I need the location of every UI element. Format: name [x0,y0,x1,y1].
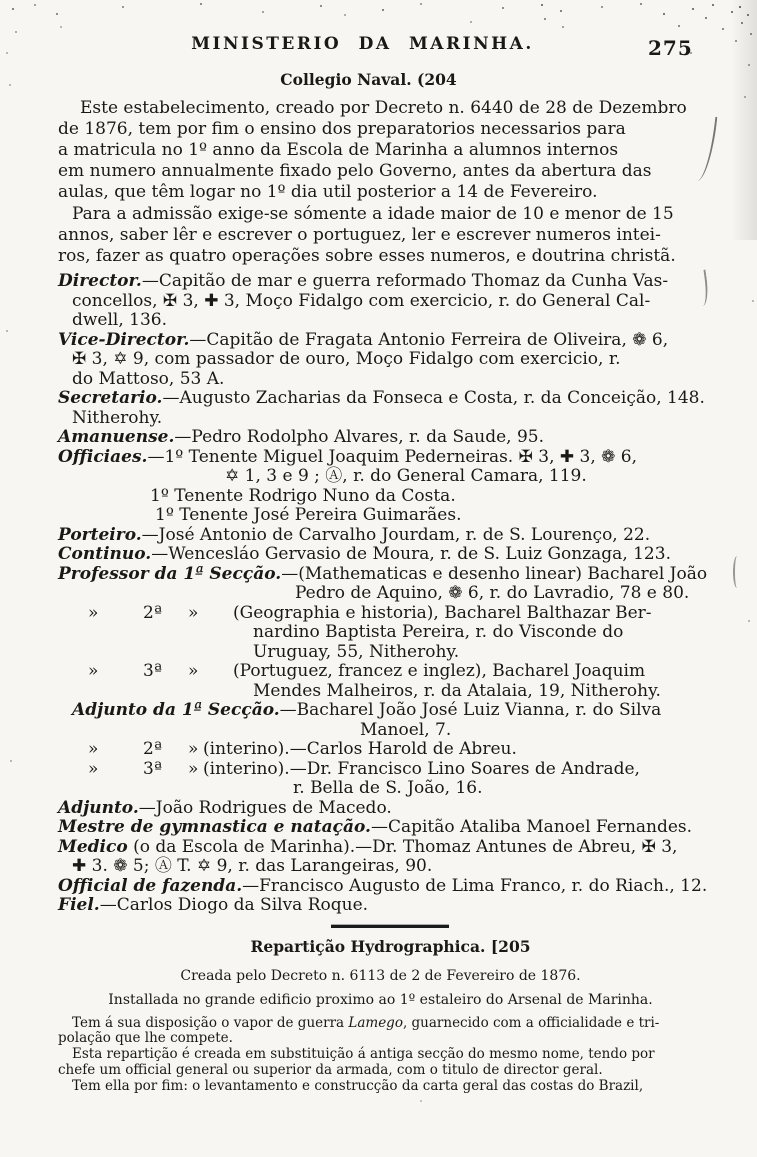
entry-label: Medico [58,836,128,857]
paragraph-line: de 1876, tem por fim o ensino dos preparatorios necessarios para [58,119,626,139]
entry-continuation: Uruguay, 55, Nitherohy. [253,641,460,662]
entry-official-fazenda [58,875,708,897]
entry-label: Porteiro. [58,524,142,545]
guillemet-mark: » [188,602,199,623]
entry-text: —Bacharel João José Luiz Vianna, r. do Silva [279,700,662,720]
guillemet-mark: » [88,661,99,681]
entry-label: Amanuense. [58,427,175,447]
entry-porteiro [58,526,703,546]
entry-continuation: ✚ 3. ❁ 5; Ⓐ T. ✡ 9, r. das Larangeiras, 90. [72,856,433,876]
section-ordinal: 3ª [143,661,162,681]
guillemet-mark: » [88,758,99,779]
paragraph-line: a matricula no 1º anno da Escola de Marinha a alumnos internos [58,140,619,160]
paragraph-line: Tem ella por fim: o levantamento e construcção da carta geral das costas do Brazil, [72,1077,644,1094]
entry-medico [58,838,703,858]
scan-artifact [733,556,741,588]
section-title-reparticao-hydrographica: Repartição Hydrographica. [205 [250,936,531,956]
paragraph-line: polação que lhe compete. [58,1030,233,1047]
entry-continuation: ✠ 3, ✡ 9, com passador de ouro, Moço Fidalgo com exercicio, r. [72,349,621,369]
entry-text: —1º Tenente Miguel Joaquim Pederneiras. ✠ 3, ✚ 3, ❁ 6, [147,446,638,467]
entry-continuation: Mendes Malheiros, r. da Atalaia, 19, Nitherohy. [253,680,661,701]
entry-text: (o da Escola de Marinha).—Dr. Thomaz Antunes de Abreu, ✠ 3, [127,836,678,857]
paragraph-text: Tem á sua disposição o vapor de guerra [72,1014,349,1031]
scan-noise [0,0,2,2]
section-title-collegio-naval: Collegio Naval. (204 [280,70,457,89]
entry-text: —Pedro Rodolpho Alvares, r. da Saude, 95. [174,427,545,447]
entry-continuation: Manoel, 7. [360,719,452,740]
entry-continuation: do Mattoso, 53 A. [72,368,225,389]
section-ordinal: 2ª [143,739,162,759]
entry-text: —(Mathematicas e desenho linear) Bacharel João [281,563,708,584]
entry-adjunto [58,799,703,819]
entry-officiaes-tenente: 1º Tenente José Pereira Guimarães. [155,505,462,525]
entry-label: Secretario. [58,388,163,408]
entry-vice-director [58,331,703,351]
entry-adjunto-1a [72,701,703,721]
reparticao-paragraphs [58,1016,703,1095]
entry-continuation: Nitherohy. [72,407,163,428]
entry-fiel [58,896,703,916]
entry-text: —Francisco Augusto de Lima Franco, r. do Riach., 12. [242,875,708,896]
running-header: MINISTERIO DA MARINHA. [191,34,534,54]
entry-continuo [58,545,703,565]
entry-text: (Geographia e historia), Bacharel Balthazar Ber- [233,602,652,623]
guillemet-mark: » [188,758,199,779]
decreto-line: Creada pelo Decreto n. 6113 de 2 de Fevereiro de 1876. [180,967,581,984]
section-ordinal: 2ª [143,602,162,623]
ship-name: Lamego [348,1014,403,1031]
entry-continuation: concellos, ✠ 3, ✚ 3, Moço Fidalgo com exercicio, r. do General Cal- [72,290,651,311]
entry-label: Director. [58,271,142,291]
paragraph-text: , guarnecido com a officialidade e tri- [402,1014,660,1031]
entry-text: —José Antonio de Carvalho Jourdam, r. de S. Lourenço, 22. [141,524,651,545]
entry-officiaes-tenente: 1º Tenente Rodrigo Nuno da Costa. [150,485,456,506]
entry-text: (interino).—Dr. Francisco Lino Soares de Andrade, [203,758,640,779]
paragraph-line: ros, fazer as quatro operações sobre esses numeros, e doutrina christã. [58,246,676,266]
entry-continuation: Pedro de Aquino, ❁ 6, r. do Lavradio, 78 e 80. [295,583,690,603]
entry-label: Continuo. [58,544,152,564]
entry-professor-1a [58,563,708,585]
paragraph-line: chefe um official general ou superior da armada, com o titulo de director geral. [58,1061,603,1078]
installada-line: Installada no grande edificio proximo ao 1º estaleiro do Arsenal de Marinha. [108,991,653,1008]
entry-text: —Carlos Diogo da Silva Roque. [99,895,369,915]
paragraph-admission [58,204,703,267]
entry-label: Fiel. [58,895,100,915]
entry-director [58,272,703,292]
entry-label: Officiaes. [58,446,148,467]
staff-list [58,271,708,916]
scan-edge-shadow [731,0,757,240]
paragraph-line [72,1016,703,1032]
entry-label: Vice-Director. [58,329,190,350]
entry-text: —Capitão Ataliba Manoel Fernandes. [370,817,693,837]
paragraph-line: em numero annualmente fixado pelo Governo, antes da abertura das [58,161,652,181]
guillemet-mark: » [188,661,199,681]
paragraph-line: Para a admissão exige-se sómente a idade maior de 10 e menor de 15 [72,204,674,224]
section-ordinal: 3ª [143,758,162,779]
entry-label: Mestre de gymnastica e natação. [58,817,371,837]
entry-mestre [58,818,703,838]
entry-continuation: dwell, 136. [72,310,168,330]
entry-adjunto-2a [58,740,703,760]
entry-professor-2a [58,604,703,624]
page-number: 275 [648,36,693,60]
entry-text: —Capitão de mar e guerra reformado Thomaz da Cunha Vas- [141,271,669,291]
entry-adjunto-3a [58,760,703,780]
entry-continuation: r. Bella de S. João, 16. [293,778,483,798]
guillemet-mark: » [88,739,99,759]
paragraph-line: Esta repartição é creada em substituição á antiga secção do mesmo nome, tendo por [72,1046,655,1063]
entry-text: —Wencesláo Gervasio de Moura, r. de S. Luiz Gonzaga, 123. [151,544,671,564]
entry-continuation: nardino Baptista Pereira, r. do Visconde do [253,622,624,642]
entry-text: (Portuguez, francez e inglez), Bacharel Joaquim [233,661,646,681]
entry-label: Professor da 1ª Secção. [58,563,282,584]
guillemet-mark: » [88,602,99,623]
entry-officiaes [58,448,703,468]
entry-text: —Capitão de Fragata Antonio Ferreira de Oliveira, ❁ 6, [189,329,669,350]
entry-label: Adjunto da 1ª Secção. [72,700,280,720]
entry-text: —João Rodrigues de Macedo. [138,797,392,818]
entry-amanuense [58,428,703,448]
entry-secretario [58,389,703,409]
paragraph-line: aulas, que têm logar no 1º dia util posterior a 14 de Fevereiro. [58,182,598,202]
text-block [58,34,708,1094]
entry-text: —Augusto Zacharias da Fonseca e Costa, r. da Conceição, 148. [162,388,705,408]
entry-label: Adjunto. [58,797,139,818]
entry-professor-3a [58,662,703,682]
guillemet-mark: » [188,739,199,759]
section-divider-rule [331,925,449,928]
entry-label: Official de fazenda. [58,875,243,896]
entry-text: (interino).—Carlos Harold de Abreu. [203,739,517,759]
paragraph-line: Este estabelecimento, creado por Decreto n. 6440 de 28 de Dezembro [80,98,687,118]
paragraph-line: annos, saber lêr e escrever o portuguez, ler e escrever numeros intei- [58,225,661,245]
paragraph-intro [58,98,703,203]
entry-continuation: ✡ 1, 3 e 9 ; Ⓐ, r. do General Camara, 119. [225,466,587,486]
